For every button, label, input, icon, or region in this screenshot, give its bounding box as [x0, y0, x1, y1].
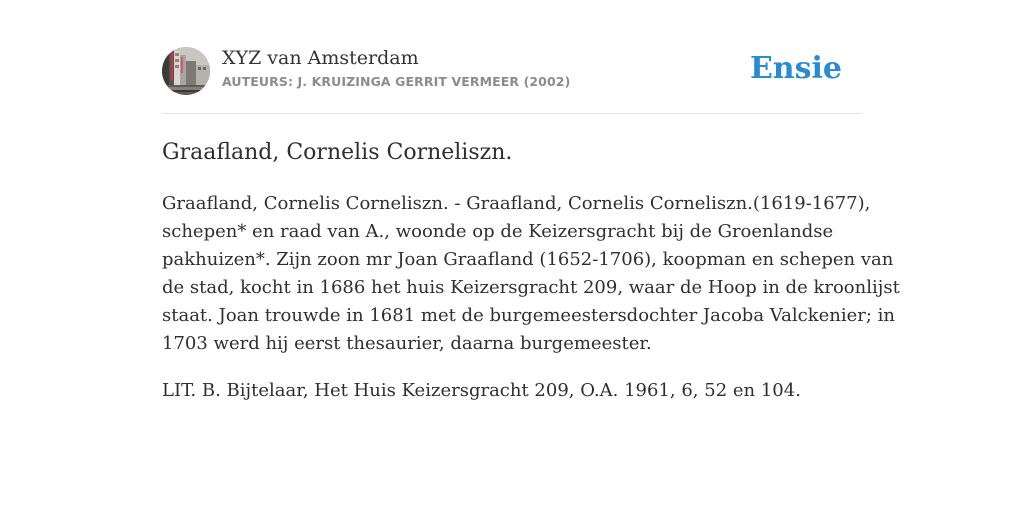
entry-paragraph — [162, 190, 900, 358]
entry-line: 1703 werd hij eerst thesaurier, daarna burgemeester. — [162, 333, 652, 354]
entry-title: Graafland, Cornelis Corneliszn. — [162, 140, 513, 165]
amsterdam-canal-photo-icon — [162, 47, 210, 95]
entry-line: Graafland, Cornelis Corneliszn. - Graafland, Cornelis Corneliszn.(1619-1677), — [162, 193, 871, 214]
book-header — [162, 46, 862, 96]
entry-line: de stad, kocht in 1686 het huis Keizersgracht 209, waar de Hoop in de kroonlijst — [162, 277, 900, 298]
literature-reference: LIT. B. Bijtelaar, Het Huis Keizersgracht 209, O.A. 1961, 6, 52 en 104. — [162, 380, 801, 401]
book-authors: AUTEURS: J. KRUIZINGA GERRIT VERMEER (2002) — [222, 74, 571, 89]
entry-line: staat. Joan trouwde in 1681 met de burgemeestersdochter Jacoba Valckenier; in — [162, 305, 895, 326]
header-divider — [162, 113, 862, 114]
ensie-logo-link[interactable]: Ensie — [749, 51, 842, 86]
entry-line: schepen* en raad van A., woonde op de Keizersgracht bij de Groenlandse — [162, 221, 834, 242]
book-title[interactable]: XYZ van Amsterdam — [222, 47, 419, 69]
book-cover-avatar[interactable] — [162, 47, 210, 95]
entry-body — [162, 190, 900, 405]
entry-line: pakhuizen*. Zijn zoon mr Joan Graafland (1652-1706), koopman en schepen van — [162, 249, 894, 270]
